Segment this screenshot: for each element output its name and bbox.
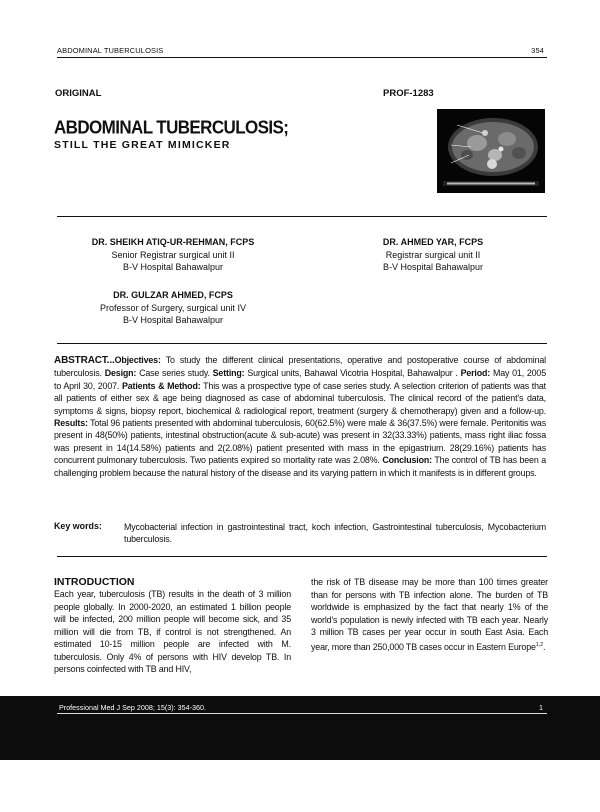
introduction-column-2-text: the risk of TB disease may be more than 100 times greater than for persons with TB infection alone. The burden of TB worldwide is emphasized by the fact that nearly 1% of the world's population is newly infected with TB each year. Nearly 3 million TB cases per year occur in south East Asia. Each year, more than 250,000 TB cases occur in Eastern Europe — [311, 577, 548, 652]
author-role: Registrar surgical unit II — [385, 249, 481, 260]
period-label: Period: — [460, 368, 491, 379]
conclusion-label: Conclusion: — [382, 455, 432, 466]
introduction-heading: INTRODUCTION — [54, 576, 135, 588]
patients-method-label: Patients & Method: — [121, 380, 201, 391]
author-name: DR. SHEIKH ATIQ-UR-REHMAN, FCPS — [91, 237, 255, 247]
design-label: Design: — [104, 368, 137, 379]
author-role: Senior Registrar surgical unit II — [111, 249, 235, 260]
author-name: DR. GULZAR AHMED, FCPS — [113, 290, 233, 300]
running-header — [57, 46, 547, 55]
keywords-label: Key words: — [54, 521, 102, 531]
introduction-column-2-end: . — [543, 641, 546, 652]
article-subtitle: STILL THE GREAT MIMICKER — [54, 139, 231, 151]
keywords-text: Mycobacterial infection in gastrointestinal tract, koch infection, Gastrointestinal tuberculosis, Mycobacterium tuberculosis. — [124, 522, 546, 545]
conclusion-text: The control of TB has been a challenging problem because the natural history of the disease and its varying pattern in which it manifests is in different groups. — [54, 455, 546, 478]
header-page-number: 354 — [531, 46, 544, 55]
ct-scan-graphic — [437, 109, 545, 193]
running-title: ABDOMINAL TUBERCULOSIS — [57, 46, 164, 55]
setting-text: Surgical units, Bahawal Vicotria Hospital, Bahawalpur . — [244, 368, 461, 379]
author-affiliation: B-V Hospital Bahawalpur — [122, 315, 224, 325]
abstract — [54, 354, 546, 479]
author-affiliation: B-V Hospital Bahawalpur — [122, 262, 224, 272]
article-title: ABDOMINAL TUBERCULOSIS; — [54, 117, 289, 138]
author-role: Professor of Surgery, surgical unit IV — [100, 302, 246, 313]
footer-rule — [57, 713, 547, 714]
author-name: DR. AHMED YAR, FCPS — [382, 237, 484, 247]
objectives-text: To study the different clinical presentations, operative and postoperative course of abdominal tuberculosis. — [54, 355, 546, 379]
introduction-column-1: Each year, tuberculosis (TB) results in the death of 3 million people globally. In 2000-2020, an estimated 1 billion people will be infected, 200 million people will become sick, and 35 million will die from TB, if control is not strengthened. An estimated 10-15 million people are infected with M. tuberculosis. Only 4% of persons with HIV develop TB. In persons coinfected with TB and HIV, — [54, 589, 291, 674]
title-rule — [57, 216, 547, 217]
author-block-1 — [58, 236, 288, 274]
period-text: May 01, 2005 to April 30, 2007. — [54, 368, 547, 391]
abstract-rule — [57, 343, 547, 344]
patients-method-text: This was a prospective type of case series study. A selection criterion of patients was that all patients of either sex & age being diagnosed as case of abdominal tuberculosis. The clinical record of the patient's data, symptoms & signs, biopsy report, biochemical & radiological report, treatment (surgery & chemotherapy) given and a follow-up. — [54, 380, 546, 416]
footer-citation: Professional Med J Sep 2008; 15(3): 354-360. — [59, 703, 207, 712]
author-affiliation: B-V Hospital Bahawalpur — [382, 262, 484, 272]
keywords-rule — [57, 556, 547, 557]
ct-scan-image — [437, 109, 545, 193]
objectives-label: Objectives: — [114, 355, 161, 365]
introduction-column-2 — [311, 576, 548, 653]
design-text: Case series study. — [136, 368, 213, 379]
author-block-2 — [358, 236, 508, 274]
abstract-heading: ABSTRACT... — [54, 355, 115, 366]
article-code: PROF-1283 — [383, 88, 434, 99]
article-type: ORIGINAL — [55, 88, 102, 99]
setting-label: Setting: — [212, 368, 245, 379]
header-rule — [57, 57, 547, 58]
results-text: Total 96 patients presented with abdominal tuberculosis, 60(62.5%) were male & 36(37.5%) were female. Peritonitis was present in 48(50%) patients, intestinal obstruction(acute & sub-acute) was present in 32(33.33%) patients, mass right iliac fossa was present in 14(14.58%) patients and 2(2.08%) patient presented with mass in the epigastrium. 28(29.16%) patients has concurrent pulmonary tuberculosis. Two patients expired so mortality rate was 2.08%. — [54, 418, 546, 466]
author-block-3 — [58, 289, 288, 327]
results-label: Results: — [54, 418, 88, 429]
footer-page-number: 1 — [539, 703, 543, 712]
citation-ref: 1,2 — [535, 641, 543, 648]
